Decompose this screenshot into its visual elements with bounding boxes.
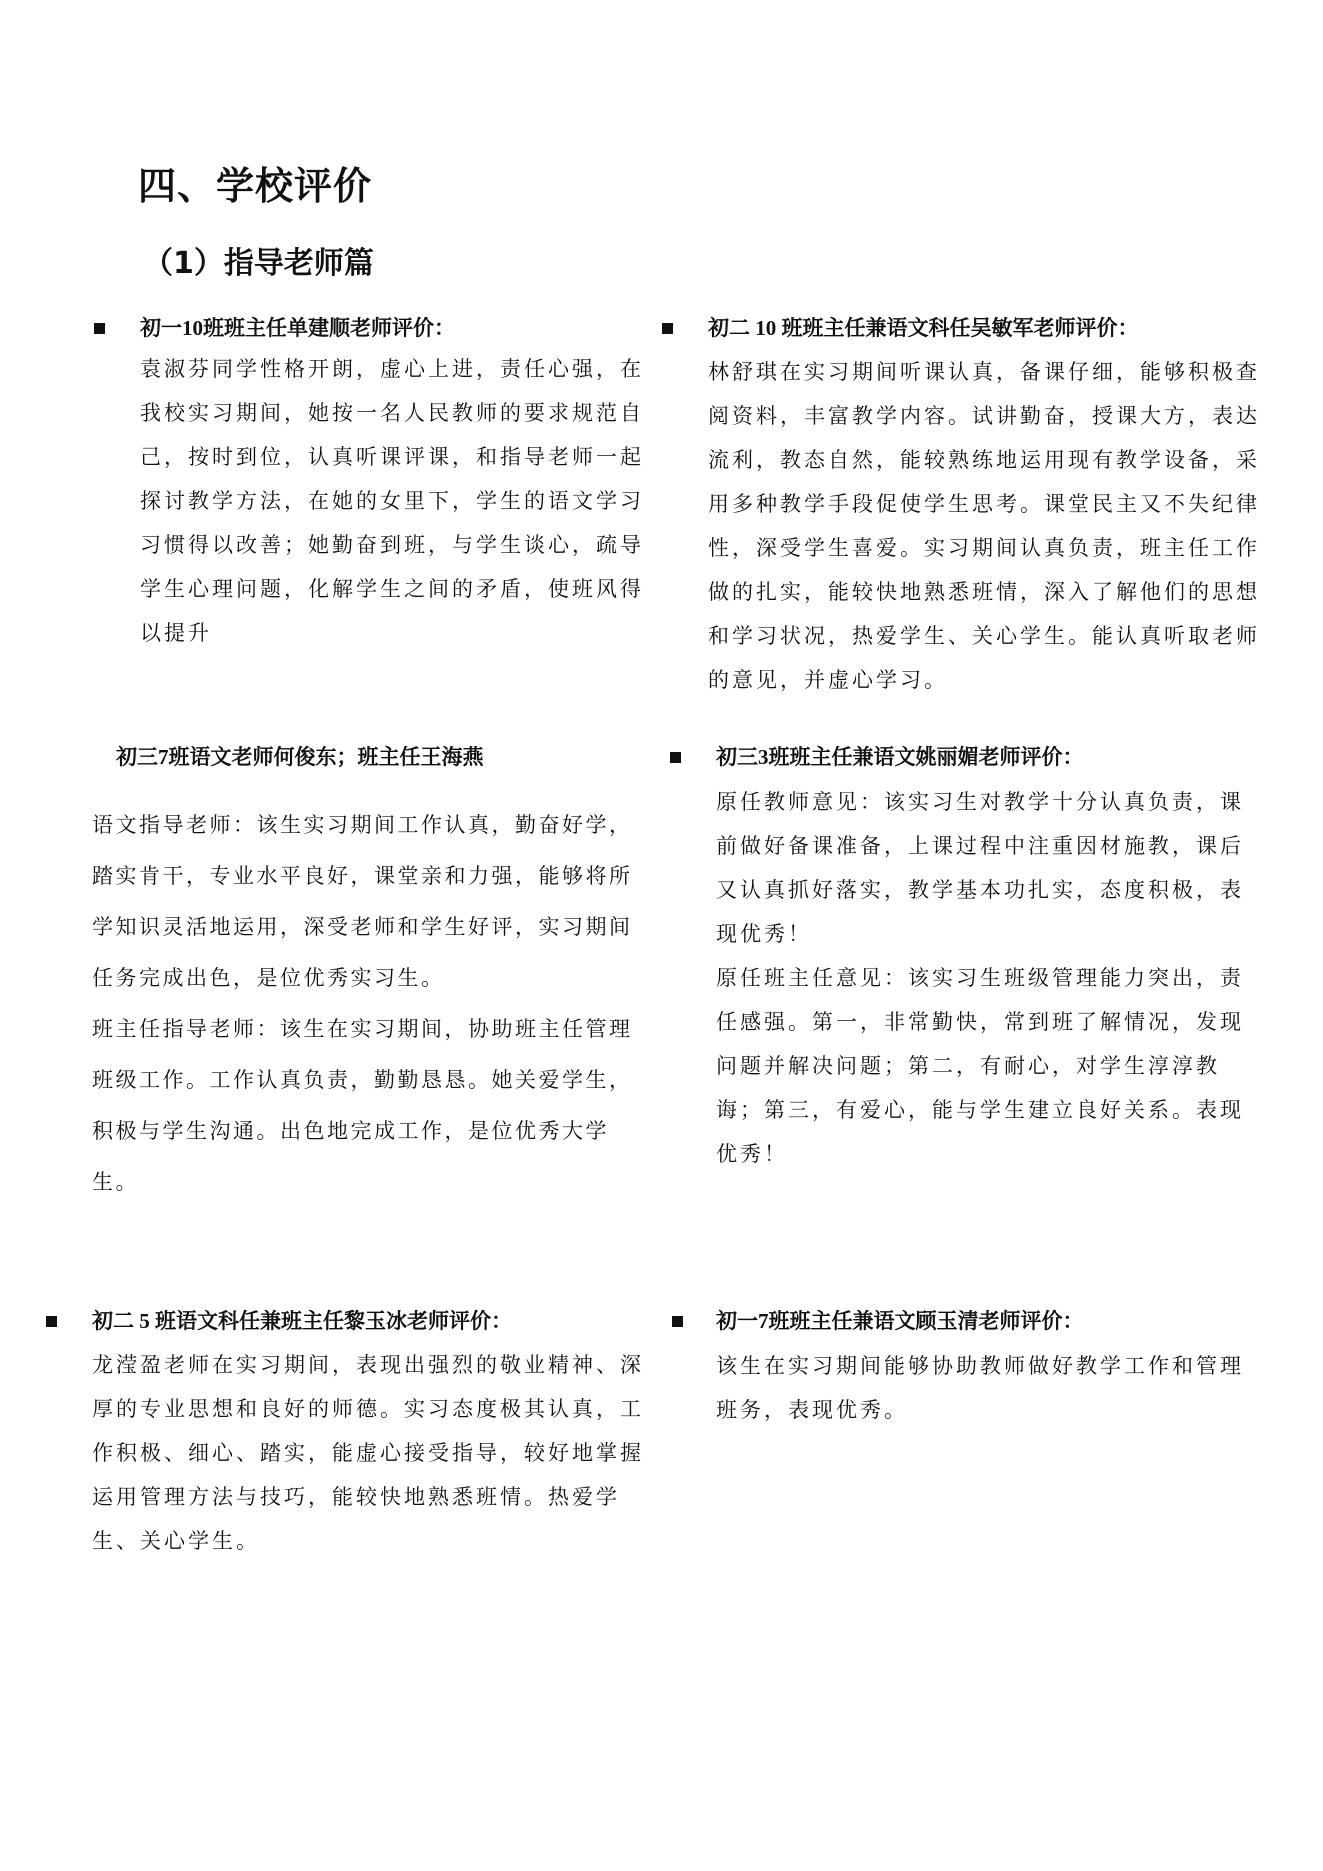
block-heading	[44, 1306, 652, 1336]
heading-text: 初三3班班主任兼语文姚丽媚老师评价：	[716, 745, 1084, 769]
bullet-square-icon	[94, 323, 105, 334]
bullet-square-icon	[46, 1316, 57, 1327]
evaluation-block-5	[44, 1306, 652, 1563]
heading-text: 初三7班语文老师何俊东；班主任王海燕	[116, 745, 484, 769]
section-title: 四、学校评价	[138, 164, 373, 208]
block-heading	[92, 742, 652, 772]
evaluation-text: 龙滢盈老师在实习期间，表现出强烈的敬业精神、深厚的专业思想和良好的师德。实习态度极其认真，工作积极、细心、踏实，能虚心接受指导，较好地掌握运用管理方法与技巧，能较快地熟悉班情。热爱学生、关心学生。	[92, 1353, 644, 1553]
block-heading	[668, 742, 1265, 772]
block-heading	[92, 313, 652, 343]
evaluation-block-1	[92, 313, 652, 655]
evaluation-text-teacher: 原任教师意见：该实习生对教学十分认真负责，课前做好备课准备，上课过程中注重因材施教，课后又认真抓好落实，教学基本功扎实，态度积极，表现优秀！	[716, 790, 1244, 946]
evaluation-text: 该生在实习期间能够协助教师做好教学工作和管理班务，表现优秀。	[716, 1354, 1244, 1422]
evaluation-text-head-teacher: 班主任指导老师：该生在实习期间，协助班主任管理班级工作。工作认真负责，勤勤恳恳。她关爱学生，积极与学生沟通。出色地完成工作，是位优秀大学生。	[92, 1017, 633, 1194]
evaluation-text-teacher: 语文指导老师：该生实习期间工作认真，勤奋好学，踏实肯干，专业水平良好，课堂亲和力强，能够将所学知识灵活地运用，深受老师和学生好评，实习期间任务完成出色，是位优秀实习生。	[92, 813, 633, 990]
evaluation-block-3	[92, 742, 652, 1208]
heading-text: 初二 5 班语文科任兼班主任黎玉冰老师评价：	[92, 1309, 512, 1333]
evaluation-text: 袁淑芬同学性格开朗，虚心上进，责任心强，在我校实习期间，她按一名人民教师的要求规范自己，按时到位，认真听课评课，和指导老师一起探讨教学方法，在她的女里下，学生的语文学习习惯得以改善；她勤奋到班，与学生谈心，疏导学生心理问题，化解学生之间的矛盾，使班风得以提升	[140, 357, 644, 645]
evaluation-block-4	[668, 742, 1265, 1176]
bullet-square-icon	[672, 1316, 683, 1327]
subsection-title: （1）指导老师篇	[143, 246, 374, 281]
evaluation-text: 林舒琪在实习期间听课认真，备课仔细，能够积极查阅资料，丰富教学内容。试讲勤奋，授课大方，表达流利，教态自然，能较熟练地运用现有教学设备，采用多种教学手段促使学生思考。课堂民主又不失纪律性，深受学生喜爱。实习期间认真负责，班主任工作做的扎实，能较快地熟悉班情，深入了解他们的思想和学习状况，热爱学生、关心学生。能认真听取老师的意见，并虚心学习。	[708, 360, 1260, 692]
block-heading	[670, 1306, 1265, 1336]
heading-text: 初二 10 班班主任兼语文科任吴敏军老师评价：	[708, 316, 1139, 340]
evaluation-block-6	[670, 1306, 1265, 1432]
evaluation-block-2	[660, 313, 1265, 702]
block-heading	[660, 313, 1265, 343]
bullet-square-icon	[670, 752, 681, 763]
heading-text: 初一10班班主任单建顺老师评价：	[140, 316, 455, 340]
heading-text: 初一7班班主任兼语文顾玉清老师评价：	[716, 1309, 1084, 1333]
evaluation-text-head-teacher: 原任班主任意见：该实习生班级管理能力突出，责任感强。第一，非常勤快，常到班了解情况，发现问题并解决问题；第二，有耐心，对学生淳淳教诲；第三，有爱心，能与学生建立良好关系。表现优秀！	[716, 966, 1244, 1166]
bullet-square-icon	[662, 323, 673, 334]
